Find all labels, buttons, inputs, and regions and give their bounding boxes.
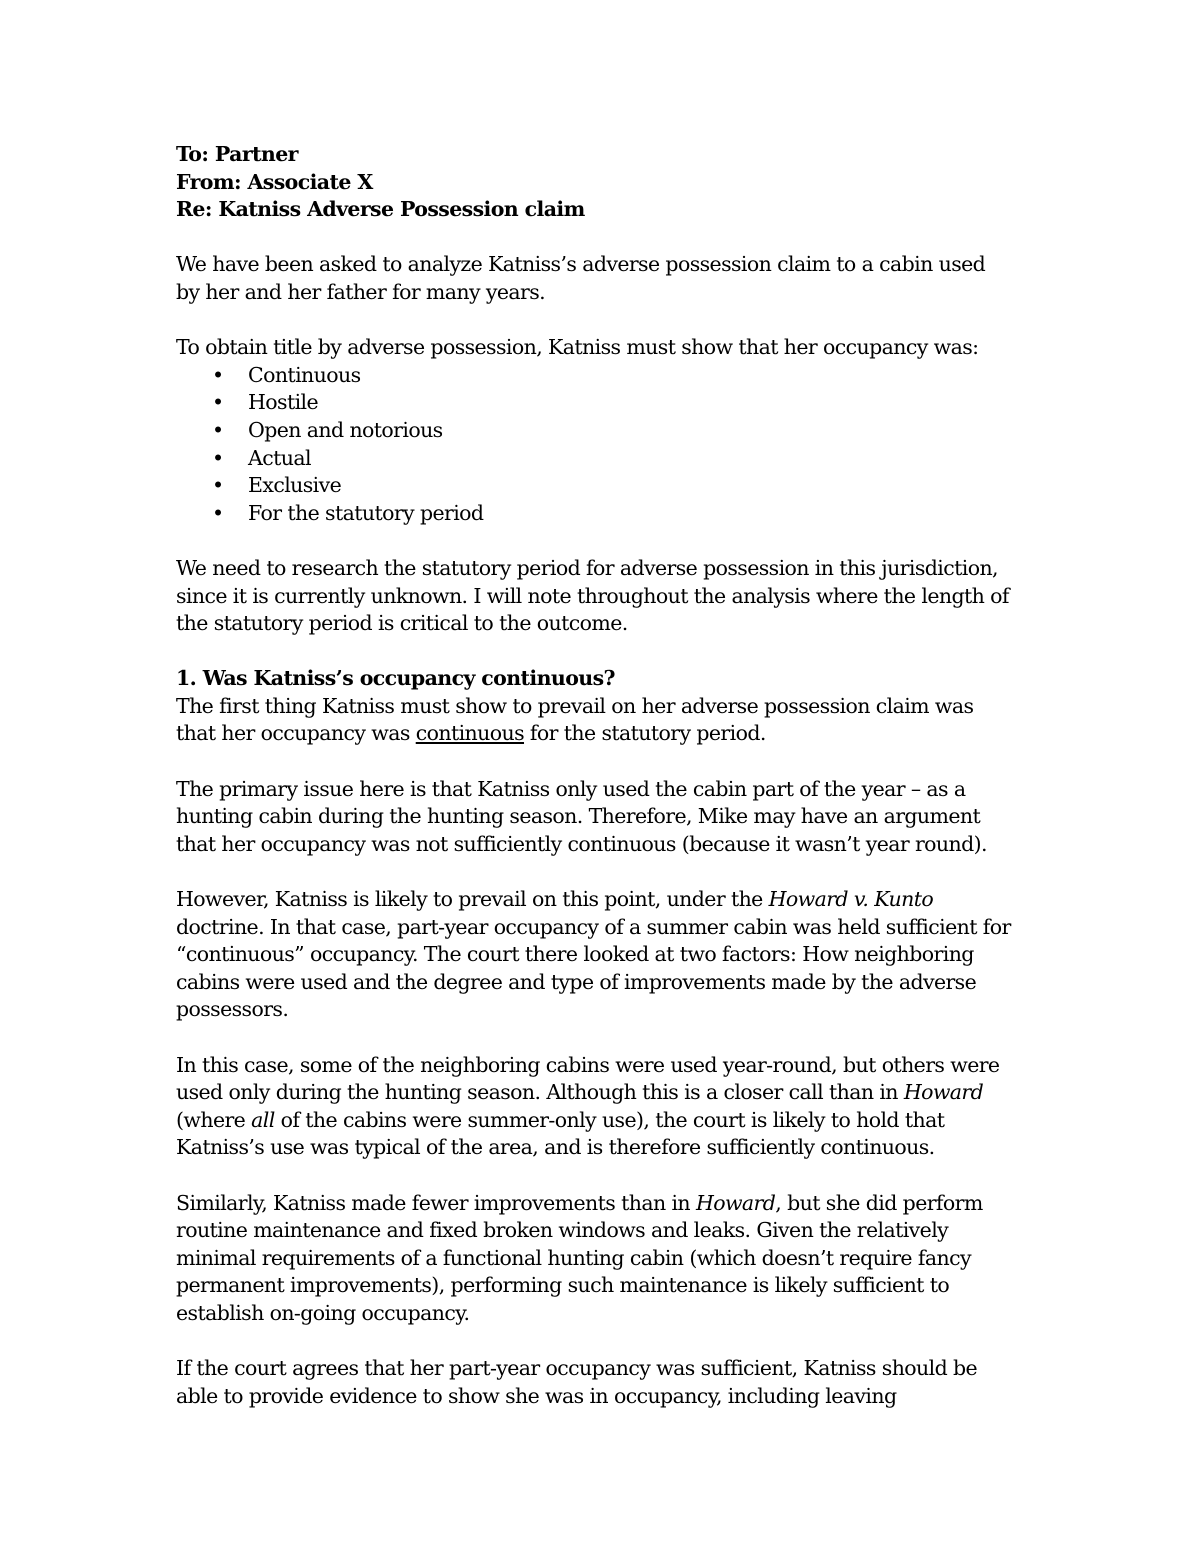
memo-subject: Re: Katniss Adverse Possession claim <box>176 197 585 222</box>
text-line: doctrine. In that case, part-year occupancy of a summer cabin was held sufficient for <box>176 914 1011 939</box>
list-item: • Hostile <box>176 389 1046 417</box>
text-line: by her and her father for many years. <box>176 279 546 304</box>
memo-from: From: Associate X <box>176 169 373 194</box>
text-line: Katniss’s use was typical of the area, and is therefore sufficiently continuous. <box>176 1135 935 1160</box>
list-item: • Exclusive <box>176 472 1046 500</box>
section-continuous <box>176 665 1046 1410</box>
elements-list <box>176 362 1046 528</box>
text-line: However, Katniss is likely to prevail on this point, under the Howard v. Kunto <box>176 887 934 912</box>
text-line: We have been asked to analyze Katniss’s adverse possession claim to a cabin used <box>176 252 986 277</box>
elements-paragraph <box>176 334 1046 527</box>
text-line: cabins were used and the degree and type of improvements made by the adverse <box>176 969 977 994</box>
memo-to: To: Partner <box>176 142 298 166</box>
text-line: In this case, some of the neighboring cabins were used year-round, but others were <box>176 1052 1000 1077</box>
text-line: able to provide evidence to show she was in occupancy, including leaving <box>176 1383 897 1408</box>
text-line: minimal requirements of a functional hunting cabin (which doesn’t require fancy <box>176 1245 971 1270</box>
text-line: Similarly, Katniss made fewer improvements than in Howard, but she did perform <box>176 1190 983 1215</box>
elements-lead: To obtain title by adverse possession, Katniss must show that her occupancy was: <box>176 335 979 360</box>
text-line: The first thing Katniss must show to prevail on her adverse possession claim was <box>176 693 974 718</box>
list-item: • For the statutory period <box>176 500 1046 528</box>
memo-body <box>176 141 1046 1410</box>
case-citation: Howard <box>903 1080 984 1105</box>
bullet-icon: • <box>212 445 224 470</box>
text-line: possessors. <box>176 997 289 1022</box>
text-line: since it is currently unknown. I will note throughout the analysis where the length of <box>176 583 1009 608</box>
text-line: (where all of the cabins were summer-only use), the court is likely to hold that <box>176 1107 945 1132</box>
text-line: used only during the hunting season. Although this is a closer call than in Howard <box>176 1080 984 1105</box>
text-line: permanent improvements), performing such maintenance is likely sufficient to <box>176 1273 950 1298</box>
intro-paragraph <box>176 251 1046 306</box>
bullet-icon: • <box>212 390 224 415</box>
bullet-icon: • <box>212 362 224 387</box>
research-paragraph <box>176 555 1046 638</box>
list-item: • Open and notorious <box>176 417 1046 445</box>
text-line: routine maintenance and fixed broken windows and leaks. Given the relatively <box>176 1218 949 1243</box>
text-line: “continuous” occupancy. The court there looked at two factors: How neighboring <box>176 942 974 967</box>
bullet-icon: • <box>212 417 224 442</box>
emphasis: all <box>251 1107 275 1132</box>
text-line: that her occupancy was continuous for the statutory period. <box>176 721 766 746</box>
text-line: If the court agrees that her part-year occupancy was sufficient, Katniss should be <box>176 1356 978 1381</box>
text-line: the statutory period is critical to the outcome. <box>176 611 628 636</box>
text-line: We need to research the statutory period for adverse possession in this jurisdiction, <box>176 555 998 580</box>
section-heading: 1. Was Katniss’s occupancy continuous? <box>176 666 615 691</box>
text-line: The primary issue here is that Katniss only used the cabin part of the year – as a <box>176 776 966 801</box>
underlined-term: continuous <box>415 721 525 746</box>
bullet-icon: • <box>212 473 224 498</box>
text-line: establish on-going occupancy. <box>176 1300 470 1325</box>
list-item: • Actual <box>176 445 1046 473</box>
bullet-icon: • <box>212 500 224 525</box>
list-item: • Continuous <box>176 362 1046 390</box>
text-line: hunting cabin during the hunting season. Therefore, Mike may have an argument <box>176 804 981 829</box>
memo-header <box>176 141 1046 224</box>
case-citation: Howard v. Kunto <box>768 887 934 912</box>
case-citation: Howard <box>695 1190 776 1215</box>
text-line: that her occupancy was not sufficiently continuous (because it wasn’t year round). <box>176 831 987 856</box>
